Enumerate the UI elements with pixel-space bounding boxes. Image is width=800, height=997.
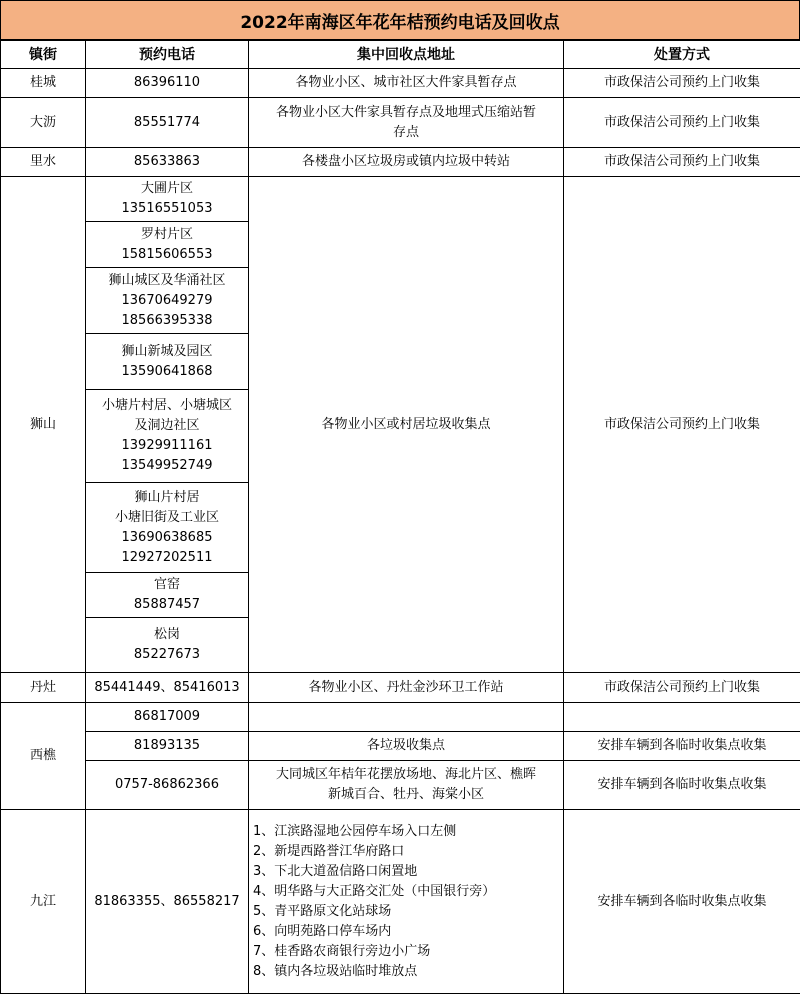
phone-cell	[86, 573, 249, 618]
method-cell: 市政保洁公司预约上门收集	[564, 673, 800, 703]
phone-cell: 86396110	[86, 69, 249, 98]
table-row	[1, 810, 800, 994]
address-line: 4、明华路与大正路交汇处（中国银行旁）	[253, 883, 496, 899]
phone-number: 13929911161	[121, 438, 213, 453]
phone-number: 15815606553	[121, 246, 213, 262]
phone-cell: 85551774	[86, 98, 249, 148]
town-cell: 大沥	[1, 98, 86, 148]
phone-cell: 85441449、85416013	[86, 673, 249, 703]
area-name: 松岗	[153, 627, 180, 642]
phone-number: 13549952749	[121, 458, 213, 473]
area-name: 狮山新城及园区	[121, 343, 213, 359]
phone-cell	[86, 618, 249, 673]
method-cell: 安排车辆到各临时收集点收集	[564, 732, 800, 761]
table-title: 2022年南海区年花年桔预约电话及回收点	[0, 0, 800, 40]
method-cell	[564, 703, 800, 732]
method-cell: 市政保洁公司预约上门收集	[564, 98, 800, 148]
address-cell	[249, 703, 564, 732]
phone-cell: 85633863	[86, 148, 249, 177]
phone-cell	[86, 268, 249, 334]
phone-cell	[86, 222, 249, 268]
phone-cell	[86, 390, 249, 483]
phone-cell: 86817009	[86, 703, 249, 732]
phone-cell: 0757-86862366	[86, 761, 249, 810]
phone-number: 18566395338	[121, 312, 213, 328]
phone-number: 12927202511	[121, 549, 213, 565]
table-row	[1, 69, 800, 98]
phone-cell	[86, 483, 249, 573]
method-cell: 市政保洁公司预约上门收集	[564, 69, 800, 98]
header-address: 集中回收点地址	[249, 41, 564, 69]
area-name: 小塘旧街及工业区	[114, 509, 219, 525]
phone-cell	[86, 334, 249, 390]
area-name: 及洞边社区	[134, 418, 200, 433]
address-line: 3、下北大道盈信路口闲置地	[253, 863, 418, 879]
phone-number: 85887457	[133, 597, 201, 612]
address-cell: 各物业小区、丹灶金沙环卫工作站	[249, 673, 564, 703]
phone-number: 85227673	[133, 647, 201, 662]
table-row	[1, 673, 800, 703]
address-cell: 各物业小区或村居垃圾收集点	[249, 177, 564, 673]
address-line: 6、向明苑路口停车场内	[253, 923, 392, 939]
address-cell	[249, 810, 564, 994]
table-row	[1, 98, 800, 148]
address-cell: 各楼盘小区垃圾房或镇内垃圾中转站	[249, 148, 564, 177]
address-line: 2、新堤西路誉江华府路口	[253, 843, 405, 859]
header-phone: 预约电话	[86, 41, 249, 69]
header-method: 处置方式	[564, 41, 800, 69]
table-row	[1, 761, 800, 810]
recycling-table	[0, 40, 800, 994]
area-name: 狮山片村居	[134, 489, 200, 505]
address-cell	[249, 761, 564, 810]
town-cell: 狮山	[1, 177, 86, 673]
address-line: 7、桂香路农商银行旁边小广场	[253, 943, 431, 959]
method-cell: 市政保洁公司预约上门收集	[564, 177, 800, 673]
address-cell	[249, 98, 564, 148]
address-line: 8、镇内各垃圾站临时堆放点	[253, 963, 418, 979]
town-cell: 丹灶	[1, 673, 86, 703]
address-line: 5、青平路原文化站球场	[253, 903, 392, 919]
address-line: 存点	[392, 124, 419, 140]
address-cell: 各垃圾收集点	[249, 732, 564, 761]
phone-number: 13516551053	[121, 201, 213, 216]
method-cell: 安排车辆到各临时收集点收集	[564, 810, 800, 994]
town-cell: 里水	[1, 148, 86, 177]
phone-number: 13590641868	[121, 363, 213, 379]
area-name: 罗村片区	[140, 226, 193, 242]
phone-number: 13670649279	[121, 292, 213, 308]
town-cell: 桂城	[1, 69, 86, 98]
phone-number: 13690638685	[121, 529, 213, 545]
address-cell: 各物业小区、城市社区大件家具暂存点	[249, 69, 564, 98]
town-cell: 九江	[1, 810, 86, 994]
method-cell: 市政保洁公司预约上门收集	[564, 148, 800, 177]
table-row	[1, 703, 800, 732]
address-line: 各物业小区大件家具暂存点及地埋式压缩站暂	[275, 104, 536, 120]
address-line: 大同城区年桔年花摆放场地、海北片区、樵晖	[275, 767, 536, 782]
address-line: 1、江滨路湿地公园停车场入口左侧	[253, 823, 457, 839]
area-name: 大圃片区	[140, 181, 193, 196]
header-town: 镇街	[1, 41, 86, 69]
phone-cell: 81893135	[86, 732, 249, 761]
phone-cell	[86, 177, 249, 222]
method-cell: 安排车辆到各临时收集点收集	[564, 761, 800, 810]
header-row	[1, 41, 800, 69]
address-line: 新城百合、牡丹、海棠小区	[327, 787, 484, 802]
table-row	[1, 177, 800, 222]
table-row	[1, 148, 800, 177]
town-cell: 西樵	[1, 703, 86, 810]
area-name: 官窑	[153, 577, 180, 592]
table-row	[1, 732, 800, 761]
area-name: 狮山城区及华涌社区	[108, 272, 226, 288]
phone-cell: 81863355、86558217	[86, 810, 249, 994]
area-name: 小塘片村居、小塘城区	[101, 398, 232, 413]
